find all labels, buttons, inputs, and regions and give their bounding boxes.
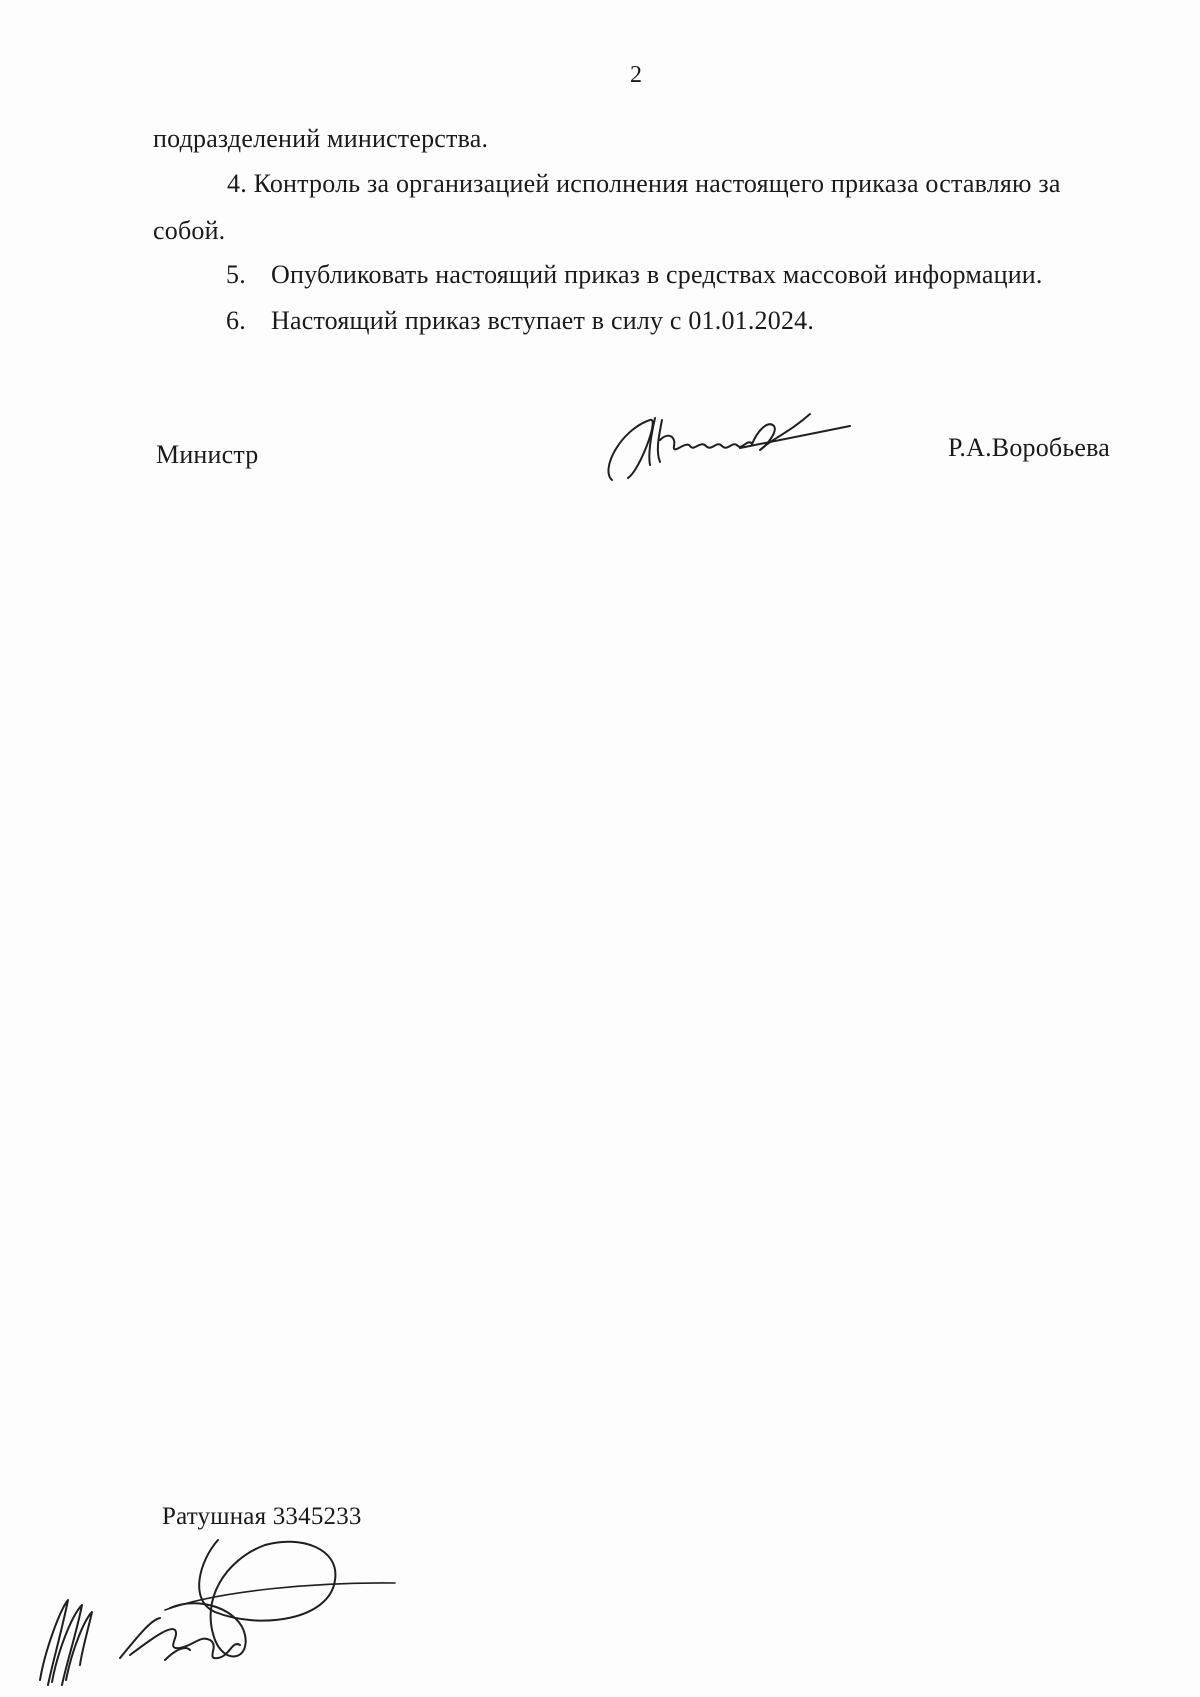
page-number: 2 bbox=[630, 62, 643, 88]
item-5-number: 5. bbox=[226, 260, 246, 289]
paragraph-continuation: подразделений министерства. bbox=[153, 124, 489, 153]
item-4-text-line-1: 4. Контроль за организацией исполнения настоящего приказа оставляю за bbox=[227, 169, 1061, 198]
item-6-text: Настоящий приказ вступает в силу с 01.01.2024. bbox=[271, 306, 815, 335]
item-6-number: 6. bbox=[226, 306, 246, 335]
signer-name: Р.А.Воробьева bbox=[948, 433, 1111, 462]
item-4-text-line-2: собой. bbox=[153, 216, 226, 245]
signer-position: Министр bbox=[156, 440, 259, 469]
executor-line: Ратушная 3345233 bbox=[162, 1503, 362, 1530]
item-5-text: Опубликовать настоящий приказ в средствах массовой информации. bbox=[271, 260, 1043, 289]
